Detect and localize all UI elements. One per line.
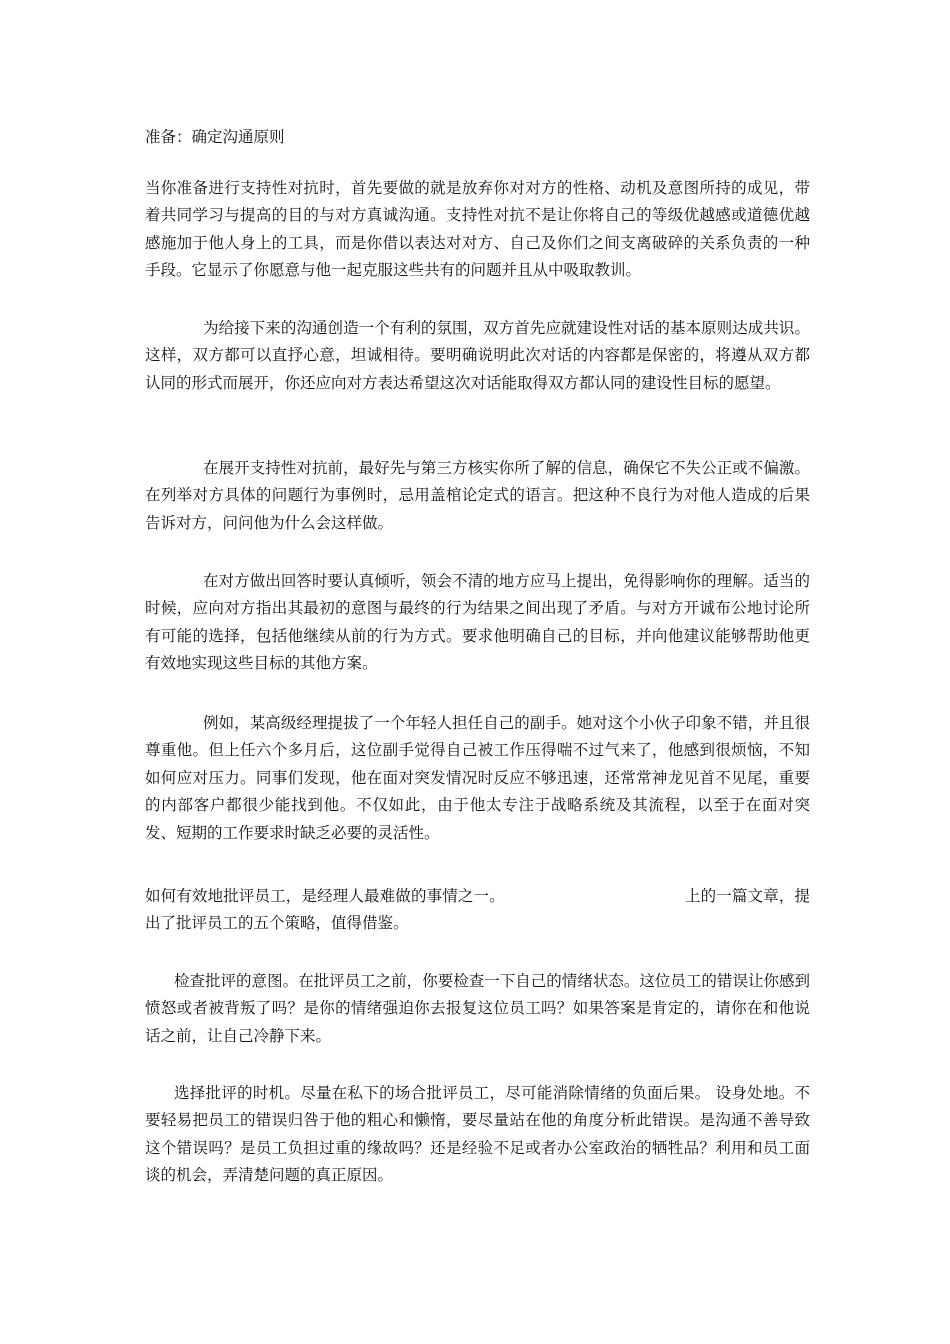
critique-intro-continuation: 上的一篇文章，提出了批评员工的五个策略，值得借鉴。: [145, 887, 810, 933]
paragraph-timing: 选择批评的时机。尽量在私下的场合批评员工，尽可能消除情绪的负面后果。 设身处地。不要轻易把员工的错误归咎于他的粗心和懒惰，要尽量站在他的角度分析此错误。是沟通不善导致这个错误吗？是员工负担过重的缘故吗？还是经验不足或者办公室政治的牺牲品？利用和员工面谈的机会，弄清楚问题的真正原因。: [145, 1084, 810, 1185]
critique-intro-text: 如何有效地批评员工，是经理人最难做的事情之一。: [145, 887, 505, 905]
section-title: 准备：确定沟通原则: [145, 128, 285, 146]
paragraph-example: 例如，某高级经理提拔了一个年轻人担任自己的副手。她对这个小伙子印象不错，并且很尊重他。但上任六个多月后，这位副手觉得自己被工作压得喘不过气来了，他感到很烦恼，不知如何应对压力。同事们发现，他在面对突发情况时反应不够迅速，还常常神龙见首不见尾，重要的内部客户都很少能找到他。不仅如此，由于他太专注于战略系统及其流程，以至于在面对突发、短期的工作要求时缺乏必要的灵活性。: [145, 714, 810, 842]
paragraph-verify: 在展开支持性对抗前，最好先与第三方核实你所了解的信息，确保它不失公正或不偏激。在列举对方具体的问题行为事例时，忌用盖棺论定式的语言。把这种不良行为对他人造成的后果告诉对方，问问他为什么会这样做。: [145, 459, 810, 532]
paragraph-intro: 当你准备进行支持性对抗时，首先要做的就是放弃你对对方的性格、动机及意图所持的成见，带着共同学习与提高的目的与对方真诚沟通。支持性对抗不是让你将自己的等级优越感或道德优越感施加于他人身上的工具，而是你借以表达对对方、自己及你们之间支离破碎的关系负责的一种手段。它显示了你愿意与他一起克服这些共有的问题并且从中吸取教训。: [145, 179, 810, 280]
paragraph-check-intent: 检查批评的意图。在批评员工之前，你要检查一下自己的情绪状态。这位员工的错误让你感到愤怒或者被背叛了吗？是你的情绪强迫你去报复这位员工吗？如果答案是肯定的，请你在和他说话之前，让自己冷静下来。: [145, 972, 810, 1045]
paragraph-atmosphere: 为给接下来的沟通创造一个有利的氛围，双方首先应就建设性对话的基本原则达成共识。这样，双方都可以直抒心意，坦诚相待。要明确说明此次对话的内容都是保密的，将遵从双方都认同的形式而展开，你还应向对方表达希望这次对话能取得双方都认同的建设性目标的愿望。: [145, 319, 810, 392]
paragraph-critique-intro: [145, 883, 810, 938]
paragraph-listen: 在对方做出回答时要认真倾听，领会不清的地方应马上提出，免得影响你的理解。适当的时候，应向对方指出其最初的意图与最终的行为结果之间出现了矛盾。与对方开诚布公地讨论所有可能的选择，包括他继续从前的行为方式。要求他明确自己的目标，并向他建议能够帮助他更有效地实现这些目标的其他方案。: [145, 572, 810, 673]
